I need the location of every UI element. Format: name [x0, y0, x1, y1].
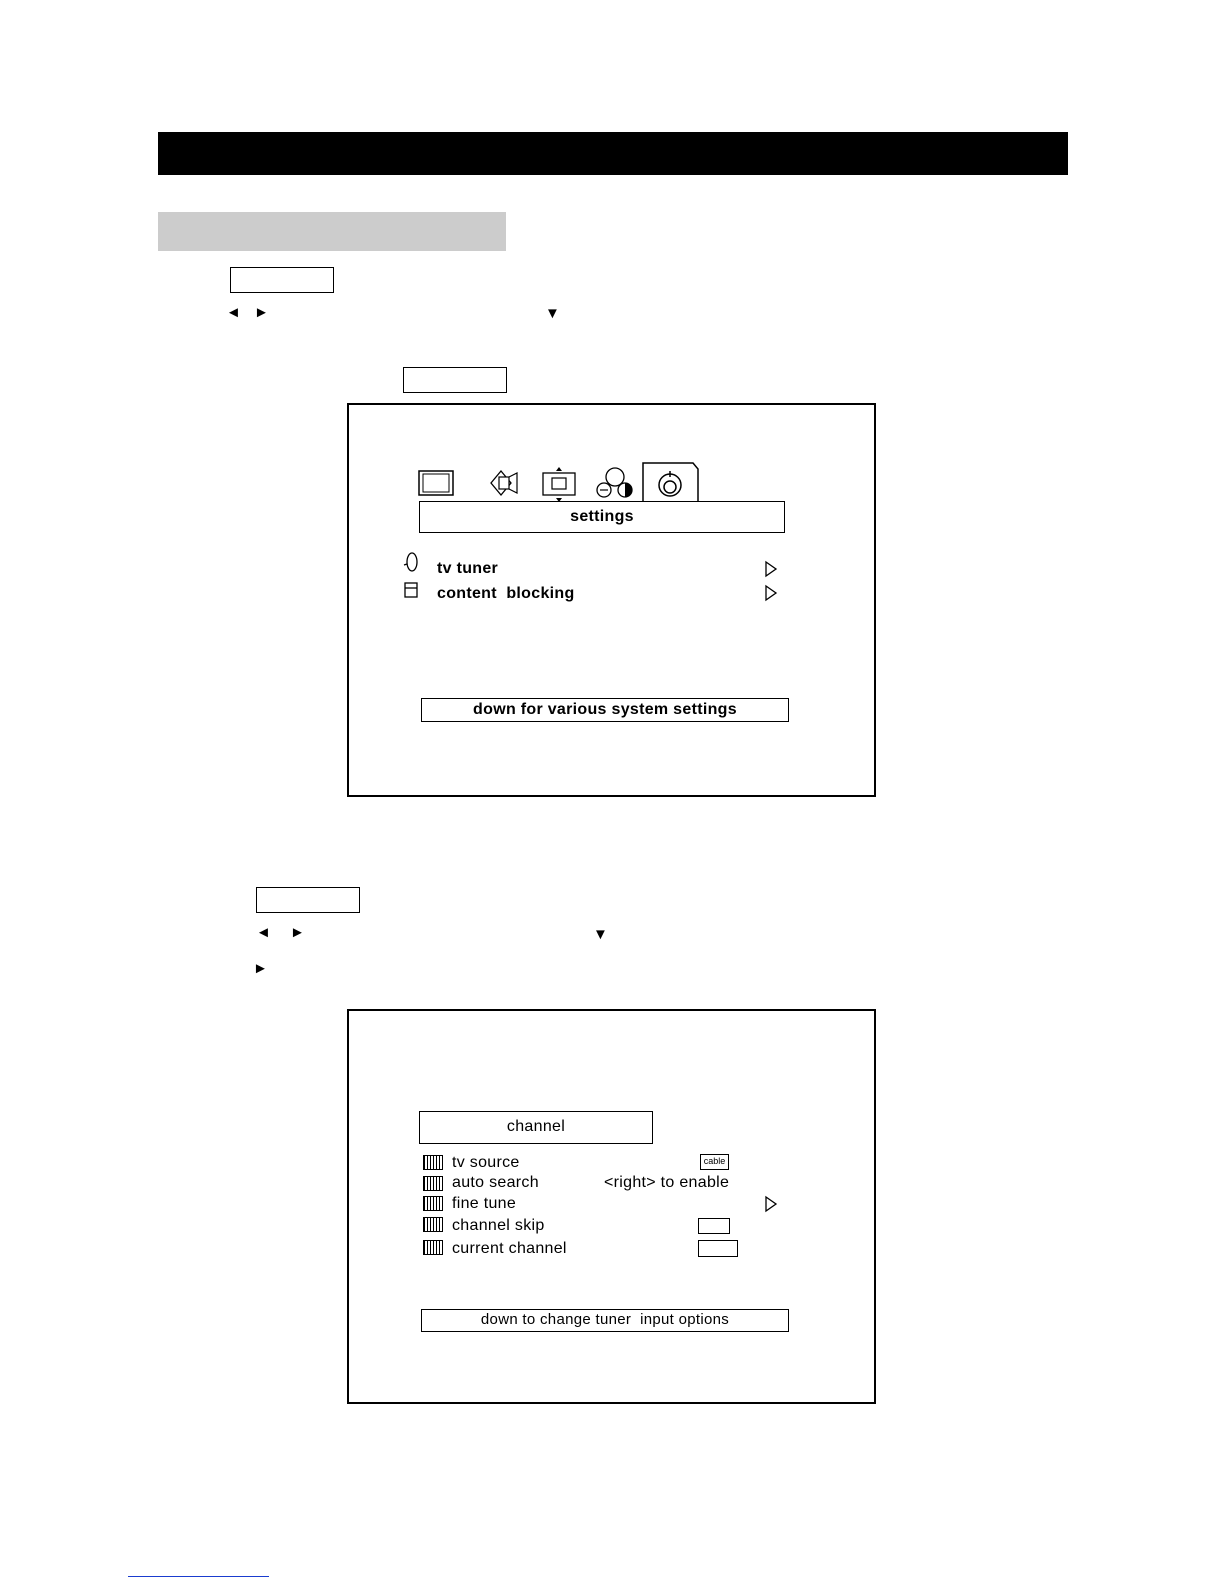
tv-tuner-chevron-right-icon[interactable] [764, 560, 778, 578]
menu-key-box [230, 267, 334, 293]
sound-tab-icon [491, 471, 517, 495]
section-heading-tab [158, 212, 506, 251]
menu-item-current-channel[interactable]: current channel [452, 1240, 567, 1257]
fine-tune-chevron-right-icon[interactable] [764, 1195, 778, 1213]
features-tab-icon [597, 468, 632, 497]
channel-skip-icon [423, 1217, 443, 1232]
right-arrow-icon-3: ► [253, 960, 268, 977]
menu-item-content-blocking[interactable]: content blocking [437, 585, 575, 602]
footer-link-underline [128, 1576, 269, 1577]
antenna-icon [401, 551, 421, 573]
settings-screen [347, 403, 876, 797]
fine-tune-icon [423, 1196, 443, 1211]
down-arrow-icon: ▼ [545, 305, 560, 322]
left-arrow-icon-2: ◄ [256, 924, 271, 941]
channel-title: channel [419, 1111, 653, 1144]
menu-item-channel-skip[interactable]: channel skip [452, 1217, 545, 1234]
channel-skip-value[interactable] [698, 1218, 730, 1234]
menu-item-tv-source[interactable]: tv source [452, 1154, 520, 1171]
settings-title: settings [419, 501, 785, 533]
tab-icons-strip [411, 457, 711, 507]
tv-source-icon [423, 1155, 443, 1170]
active-tab-outline [643, 463, 698, 503]
settings-tab-icon [659, 471, 681, 496]
tv-source-value[interactable]: cable [700, 1154, 729, 1170]
current-channel-icon [423, 1240, 443, 1255]
menu-item-auto-search[interactable]: auto search [452, 1174, 539, 1191]
left-arrow-icon: ◄ [226, 304, 241, 321]
settings-hint-bar: down for various system settings [421, 698, 789, 722]
channel-hint-bar: down to change tuner input options [421, 1309, 789, 1332]
content-blocking-chevron-right-icon[interactable] [764, 584, 778, 602]
right-arrow-icon-2: ► [290, 924, 305, 941]
picture-tab-icon [419, 471, 453, 495]
screen-tab-icon [543, 467, 575, 502]
enter-key-box [403, 367, 507, 393]
auto-search-icon [423, 1176, 443, 1191]
menu-item-fine-tune[interactable]: fine tune [452, 1195, 517, 1212]
down-arrow-icon-2: ▼ [593, 926, 608, 943]
page-header-bar [158, 132, 1068, 175]
menu-item-tv-tuner[interactable]: tv tuner [437, 560, 499, 577]
menu-key-box-2 [256, 887, 360, 913]
lock-icon [402, 581, 420, 599]
channel-screen [347, 1009, 876, 1404]
current-channel-value[interactable] [698, 1240, 738, 1257]
auto-search-value: <right> to enable [604, 1174, 730, 1191]
right-arrow-icon: ► [254, 304, 269, 321]
